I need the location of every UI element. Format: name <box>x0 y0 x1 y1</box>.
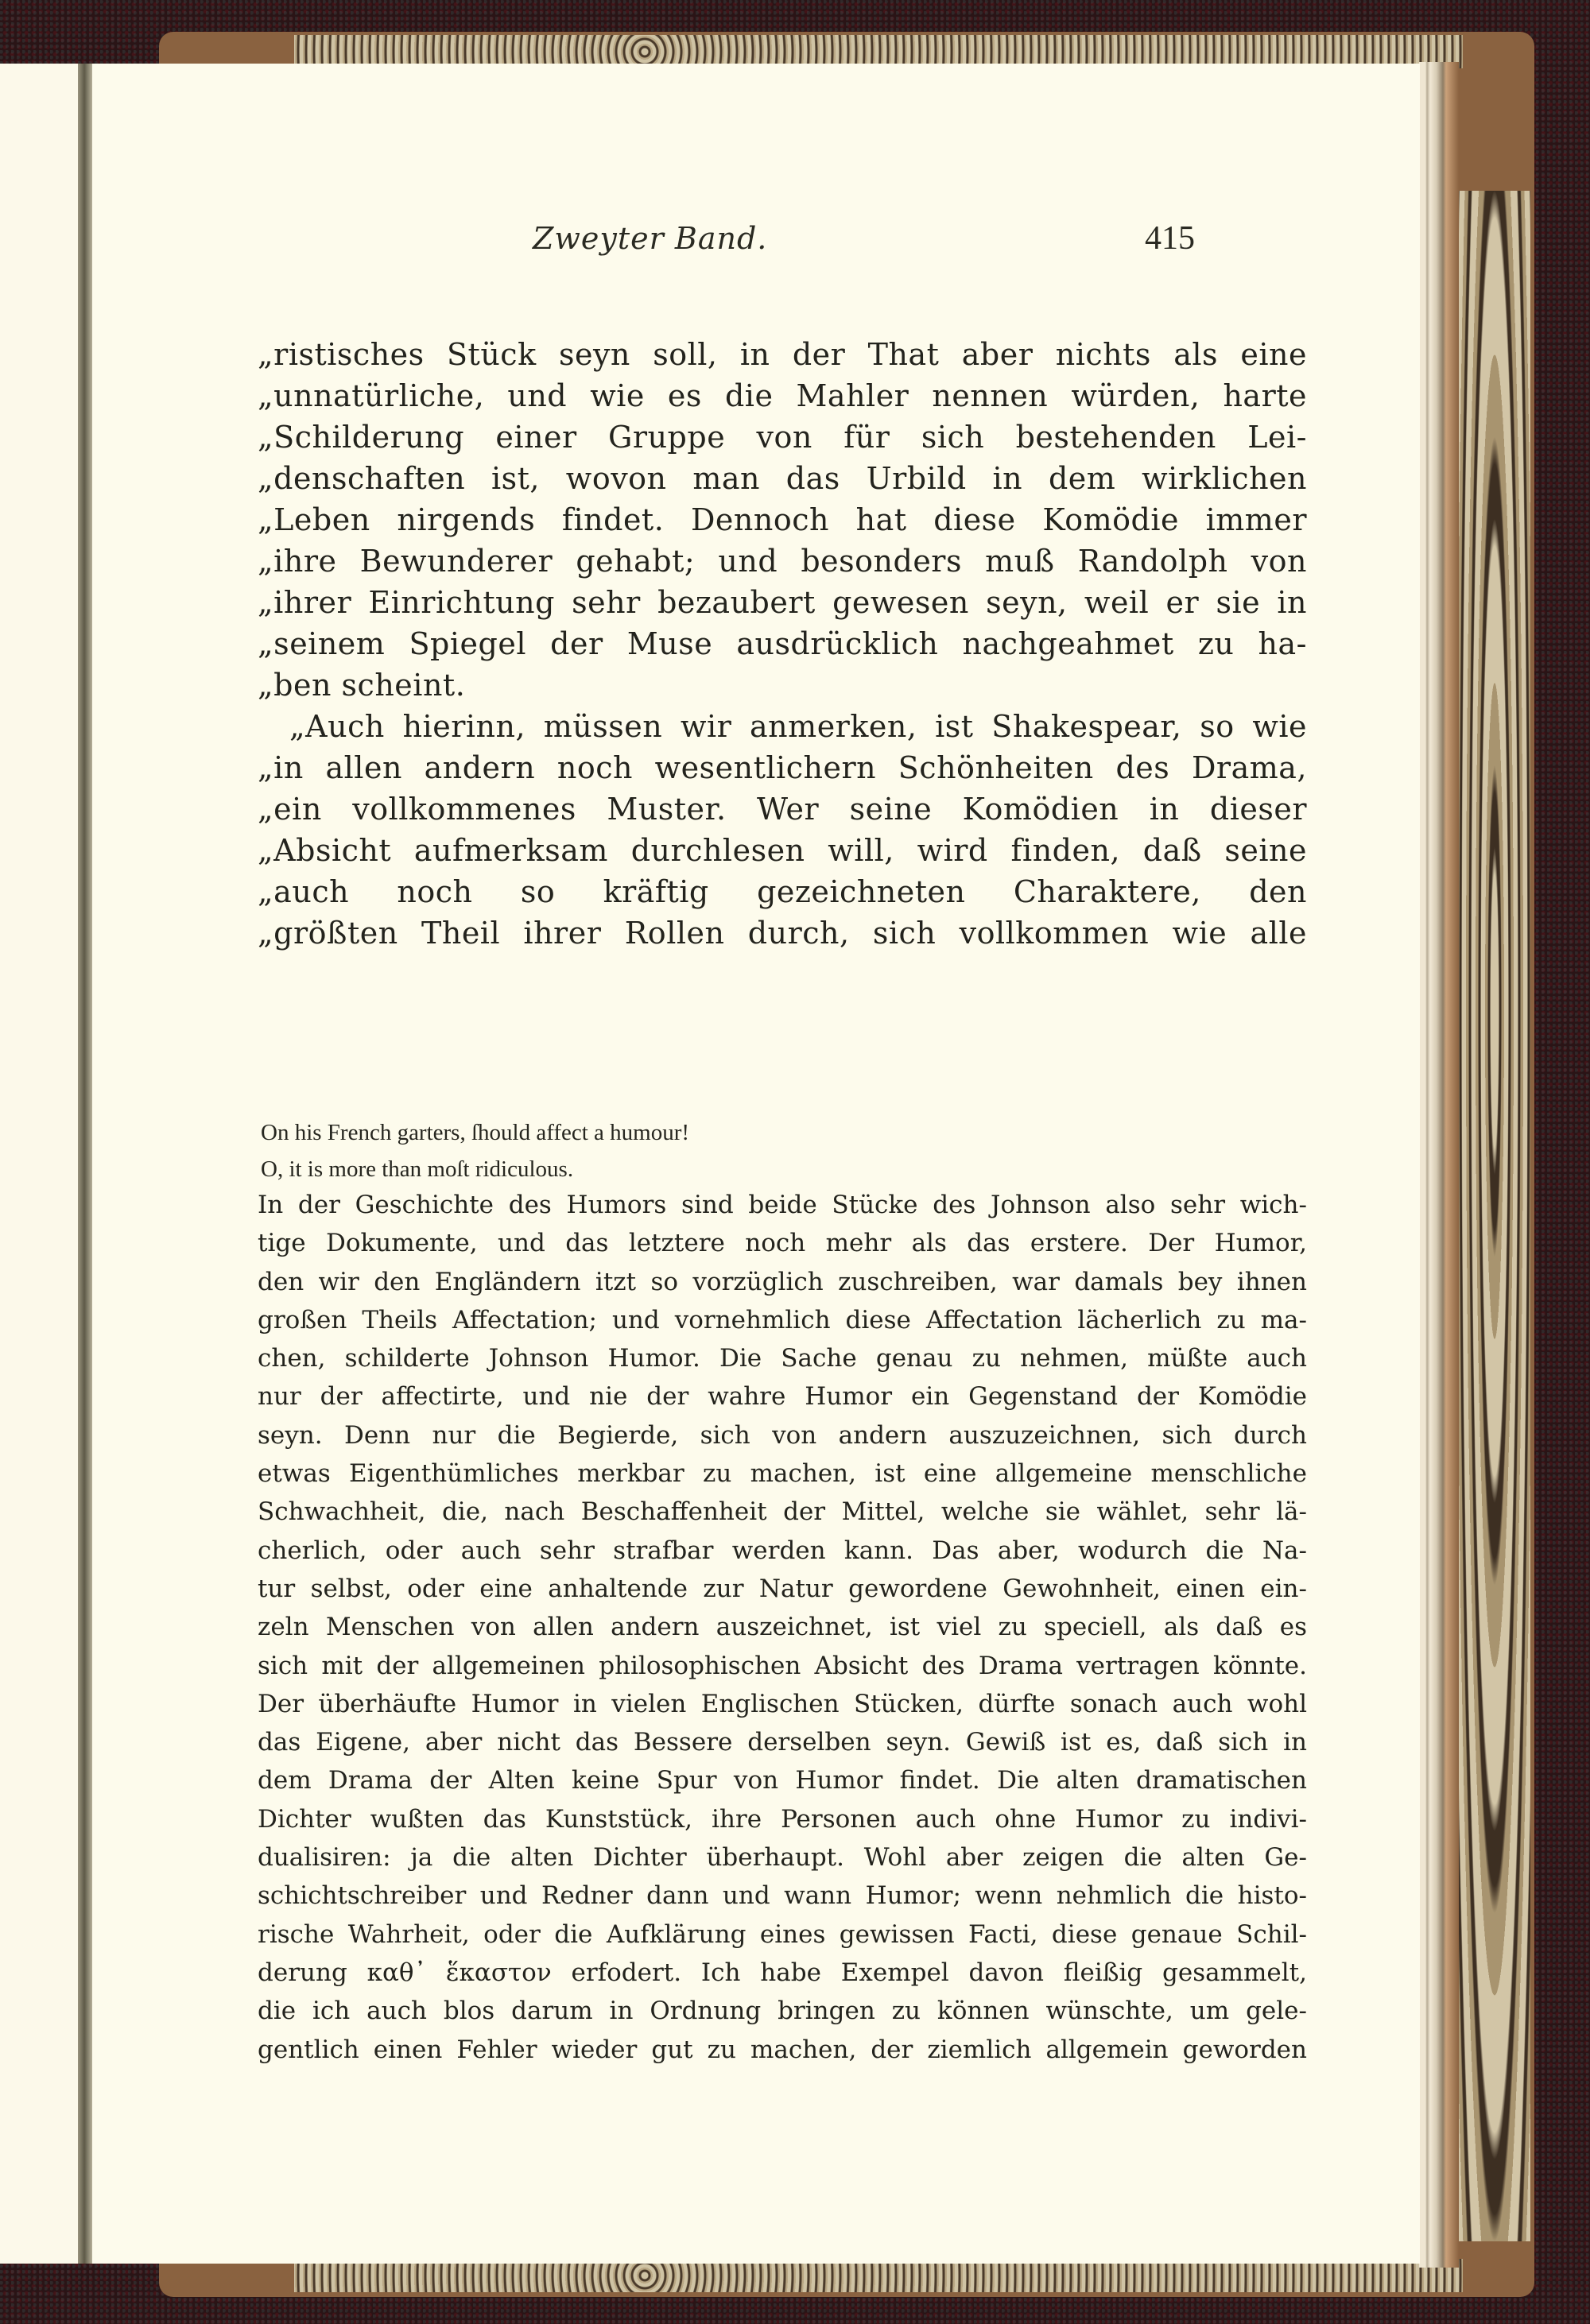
text-line: schichtschreiber und Redner dann und wann Humor; wenn nehmlich die histo- <box>258 1881 1307 1911</box>
text-line: tige Dokumente, und das letztere noch mehr als das erstere. Der Humor, <box>258 1229 1307 1258</box>
text-line: „auch noch so kräftig gezeichneten Charaktere, den <box>258 874 1307 909</box>
text-line: „ihrer Einrichtung sehr bezaubert gewesen seyn, weil er sie in <box>258 585 1307 620</box>
text-line: das Eigene, aber nicht das Bessere derselben seyn. Gewiß ist es, daß sich in <box>258 1728 1307 1757</box>
text-line: „ben scheint. <box>258 668 466 703</box>
text-line: „unnatürliche, und wie es die Mahler nennen würden, harte <box>258 378 1307 413</box>
book-page <box>92 64 1420 2264</box>
running-head-title: Zweyter Band. <box>533 221 768 256</box>
text-line: seyn. Denn nur die Begierde, sich von andern auszuzeichnen, sich durch <box>258 1420 1307 1450</box>
quoted-passage <box>258 334 1307 954</box>
facing-page-edge <box>0 64 78 2264</box>
text-line: zeln Menschen von allen andern auszeichnet, ist viel zu speciell, als daß es <box>258 1613 1307 1642</box>
text-line: Dichter wußten das Kunststück, ihre Personen auch ohne Humor zu indivi- <box>258 1804 1307 1834</box>
text-line: „Absicht aufmerksam durchlesen will, wird finden, daß seine <box>258 833 1307 868</box>
text-line: großen Theils Affectation; und vornehmlich diese Affectation lächerlich zu ma- <box>258 1305 1307 1334</box>
marbled-endpaper-bottom <box>294 2259 1463 2292</box>
book-gutter <box>78 64 92 2264</box>
text-line: sich mit der allgemeinen philosophischen Absicht des Drama vertragen könnte. <box>258 1651 1307 1680</box>
text-line: tur selbst, oder eine anhaltende zur Natur gewordene Gewohnheit, einen ein- <box>258 1574 1307 1603</box>
text-line: Der überhäufte Humor in vielen Englischen Stücken, dürfte sonach auch wohl <box>258 1689 1307 1718</box>
text-line: chen, schilderte Johnson Humor. Die Sache genau zu nehmen, müßte auch <box>258 1344 1307 1373</box>
text-line: rische Wahrheit, oder die Aufklärung eines gewissen Facti, diese genaue Schil- <box>258 1919 1307 1949</box>
prose-paragraph <box>258 1186 1307 2069</box>
text-line: derung καθ᾽ ἕκαστον erfodert. Ich habe Exempel davon fleißig gesammelt, <box>258 1958 1307 1987</box>
text-line: „denschaften ist, wovon man das Urbild in dem wirklichen <box>258 461 1307 496</box>
text-line: den wir den Engländern itzt so vorzüglich zuschreiben, war damals bey ihnen <box>258 1267 1307 1296</box>
text-line: „seinem Spiegel der Muse ausdrücklich nachgeahmet zu ha- <box>258 626 1307 661</box>
text-line: In der Geschichte des Humors sind beide Stücke des Johnson also sehr wich- <box>258 1191 1307 1219</box>
text-line: „ihre Bewunderer gehabt; und besonders muß Randolph von <box>258 544 1307 579</box>
text-line: etwas Eigenthümliches merkbar zu machen, ist eine allgemeine menschliche <box>258 1459 1307 1489</box>
text-line: „größten Theil ihrer Rollen durch, sich vollkommen wie alle <box>258 916 1307 951</box>
text-line: „ristisches Stück seyn soll, in der That aber nichts als eine <box>258 337 1307 372</box>
english-line: On his French garters, ſhould affect a humour! <box>261 1120 690 1145</box>
text-line: cherlich, oder auch sehr strafbar werden kann. Das aber, wodurch die Na- <box>258 1536 1307 1565</box>
english-quotation <box>261 1114 1056 1187</box>
text-line: „Leben nirgends findet. Dennoch hat diese Komödie immer <box>258 502 1307 537</box>
text-line: „Schilderung einer Gruppe von für sich bestehenden Lei- <box>258 420 1307 455</box>
text-line: die ich auch blos darum in Ordnung bringen zu können wünschte, um gele- <box>258 1997 1307 2026</box>
page-fore-edge <box>1419 62 1459 2268</box>
text-line: „in allen andern noch wesentlichern Schönheiten des Drama, <box>258 750 1307 785</box>
text-line: „Auch hierinn, müssen wir anmerken, ist Shakespear, so wie <box>289 709 1307 744</box>
text-line: Schwachheit, die, nach Beschaffenheit der Mittel, welche sie wählet, sehr lä- <box>258 1497 1307 1527</box>
marbled-endpaper-side <box>1459 191 1530 2241</box>
text-line: gentlich einen Fehler wieder gut zu machen, der ziemlich allgemein geworden <box>258 2035 1307 2064</box>
english-line: O, it is more than moſt ridiculous. <box>261 1156 574 1182</box>
text-line: dem Drama der Alten keine Spur von Humor findet. Die alten dramatischen <box>258 1766 1307 1795</box>
text-line: „ein vollkommenes Muster. Wer seine Komödien in dieser <box>258 792 1307 827</box>
text-line: dualisiren: ja die alten Dichter überhaupt. Wohl aber zeigen die alten Ge- <box>258 1843 1307 1873</box>
page-number: 415 <box>1145 220 1195 257</box>
text-line: nur der affectirte, und nie der wahre Humor ein Gegenstand der Komödie <box>258 1382 1307 1412</box>
